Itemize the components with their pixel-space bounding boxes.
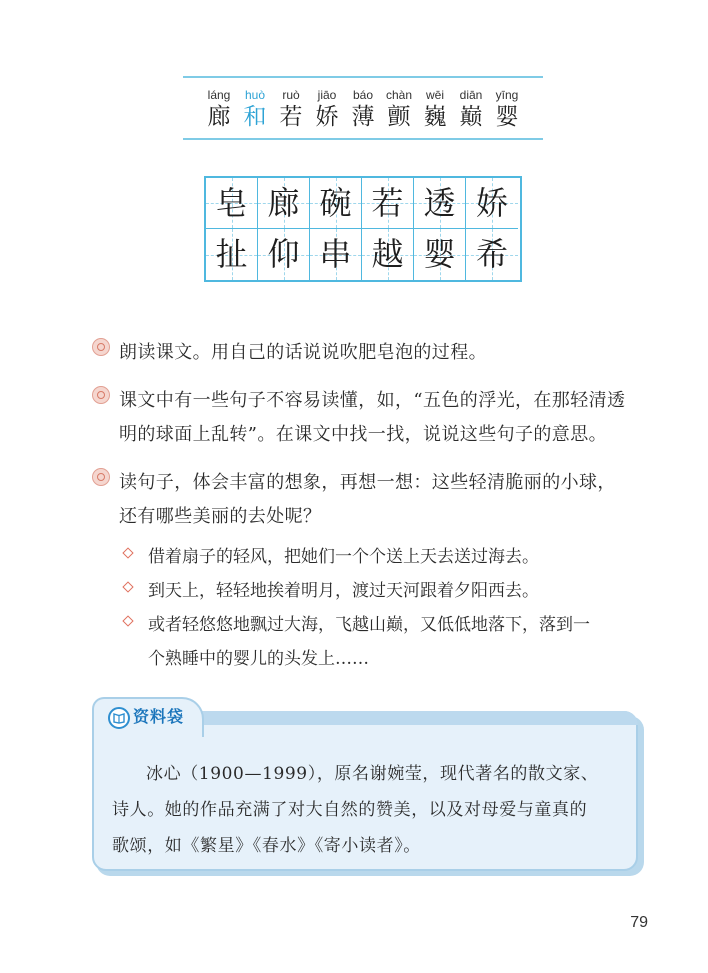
pinyin-hanzi: 廊 — [207, 104, 231, 130]
ear-circle-icon — [92, 468, 110, 486]
grid-cell — [362, 178, 414, 229]
pinyin-hanzi: 娇 — [315, 104, 339, 130]
pinyin-hanzi: 婴 — [495, 104, 519, 130]
pinyin-text: huò — [244, 88, 266, 102]
sentence-text: 到天上，轻轻地挨着明月，渡过天河跟着夕阳西去。 — [148, 581, 539, 601]
pinyin-hanzi: 和 — [243, 104, 267, 130]
grid-cell — [466, 229, 518, 280]
pinyin-text: yīng — [495, 88, 519, 102]
pinyin-hanzi: 若 — [279, 104, 303, 130]
question-text: 读句子，体会丰富的想象，再想一想：这些轻清脆丽的小球， — [119, 472, 616, 493]
pinyin-text: láng — [207, 88, 231, 102]
pinyin-text: chàn — [385, 88, 413, 102]
grid-character: 希 — [475, 235, 508, 273]
question-item — [92, 336, 652, 370]
grid-character: 廊 — [267, 184, 300, 222]
pinyin-cell — [345, 78, 381, 130]
question-text: 朗读课文。用自己的话说说吹肥皂泡的过程。 — [119, 342, 487, 363]
grid-cell — [206, 178, 258, 229]
pinyin-cell — [309, 78, 345, 130]
diamond-outline-icon — [122, 547, 133, 558]
question-text: 还有哪些美丽的去处呢？ — [119, 506, 322, 527]
question-text: 明的球面上乱转”。在课文中找一找，说说这些句子的意思。 — [119, 424, 607, 445]
question-text: 课文中有一些句子不容易读懂，如，“五色的浮光，在那轻清透 — [119, 390, 626, 411]
pinyin-cell — [417, 78, 453, 130]
grid-character: 越 — [371, 235, 404, 273]
pinyin-word-strip — [183, 76, 543, 140]
grid-cell — [414, 178, 466, 229]
info-paragraph-line: 冰心（1900—1999），原名谢婉莹，现代著名的散文家、 — [146, 764, 599, 784]
grid-character: 透 — [423, 184, 456, 222]
info-box-body — [112, 756, 627, 864]
pinyin-text: diān — [459, 88, 483, 102]
grid-character: 仰 — [267, 235, 300, 273]
diamond-outline-icon — [122, 615, 133, 626]
info-paragraph-line: 诗人。她的作品充满了对大自然的赞美，以及对母爱与童真的 — [112, 800, 588, 820]
grid-cell — [258, 229, 310, 280]
info-paragraph-line: 歌颂，如《繁星》《春水》《寄小读者》。 — [112, 836, 421, 856]
pinyin-cell — [489, 78, 525, 130]
grid-cell — [310, 229, 362, 280]
pinyin-text: ruò — [282, 88, 300, 102]
diamond-outline-icon — [122, 581, 133, 592]
sentence-text: 个熟睡中的婴儿的头发上…… — [148, 649, 369, 669]
grid-character: 碗 — [319, 184, 352, 222]
book-icon — [108, 707, 130, 729]
list-item — [124, 574, 644, 608]
sentence-text: 或者轻悠悠地飘过大海，飞越山巅，又低低地落下，落到一 — [148, 615, 590, 635]
grid-character: 扯 — [215, 235, 248, 273]
pinyin-text: wēi — [425, 88, 444, 102]
pinyin-hanzi: 颤 — [387, 104, 411, 130]
pinyin-text: jiāo — [317, 88, 337, 102]
sentence-text: 借着扇子的轻风，把她们一个个送上天去送过海去。 — [148, 547, 539, 567]
grid-character: 娇 — [475, 184, 508, 222]
info-box-header-band — [195, 711, 638, 725]
page-number: 79 — [630, 914, 648, 931]
pinyin-cell — [453, 78, 489, 130]
question-item — [92, 466, 652, 534]
info-box-title: 资料袋 — [133, 709, 185, 726]
grid-cell — [466, 178, 518, 229]
grid-character: 婴 — [423, 235, 456, 273]
ear-circle-icon — [92, 386, 110, 404]
pinyin-hanzi: 薄 — [351, 104, 375, 130]
grid-cell — [414, 229, 466, 280]
pinyin-text: báo — [352, 88, 374, 102]
question-item — [92, 384, 652, 452]
grid-character: 串 — [319, 235, 352, 273]
grid-character: 皂 — [215, 184, 248, 222]
writing-grid — [204, 176, 522, 282]
pinyin-cell-highlighted — [237, 78, 273, 130]
grid-cell — [258, 178, 310, 229]
pinyin-hanzi: 巍 — [423, 104, 447, 130]
grid-cell — [310, 178, 362, 229]
list-item — [124, 540, 644, 574]
grid-cell — [206, 229, 258, 280]
example-sentences — [124, 540, 644, 676]
list-item — [124, 608, 644, 676]
pinyin-hanzi: 巅 — [459, 104, 483, 130]
grid-cell — [362, 229, 414, 280]
pinyin-cell — [273, 78, 309, 130]
pinyin-cell — [381, 78, 417, 130]
grid-character: 若 — [371, 184, 404, 222]
pinyin-cell — [201, 78, 237, 130]
ear-circle-icon — [92, 338, 110, 356]
